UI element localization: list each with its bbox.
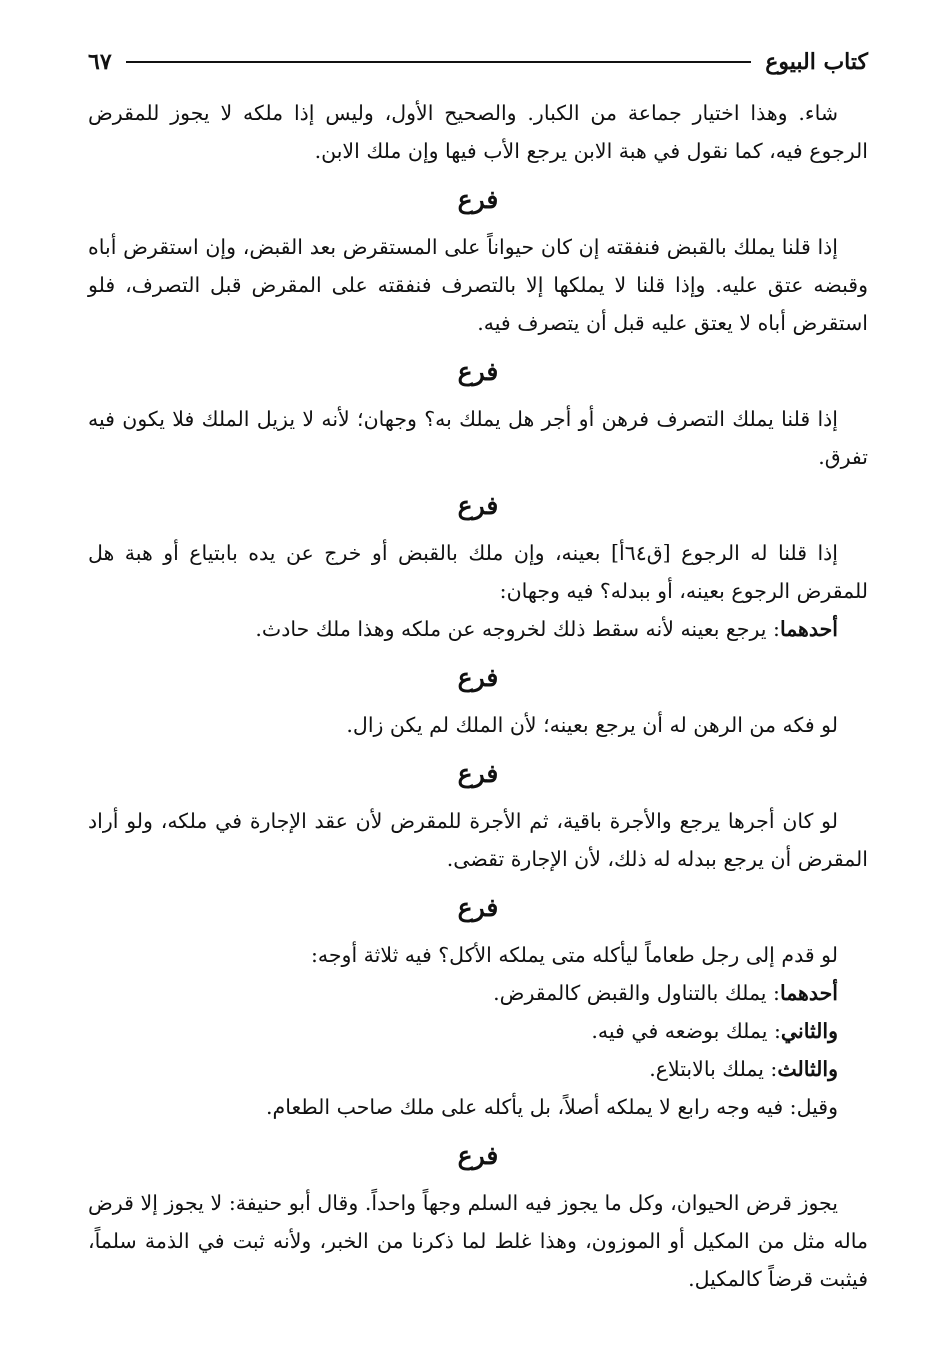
section: [88, 1136, 868, 1298]
paragraph: وقيل: فيه وجه رابع لا يملكه أصلاً، بل يأكله على ملك صاحب الطعام.: [266, 1095, 838, 1119]
list-item: [88, 1050, 868, 1088]
item-text: : يملك بالابتلاع.: [649, 1057, 778, 1081]
intro-paragraph: شاء. وهذا اختيار جماعة من الكبار. والصحيح الأول، وليس إذا ملكه لا يجوز للمقرض الرجوع فيه، كما نقول في هبة الابن يرجع الأب فيها وإن ملك الابن.: [88, 101, 868, 163]
section-title: فرع: [457, 185, 499, 214]
list-item: [88, 1012, 868, 1050]
page-number: ٦٧: [88, 49, 112, 75]
section-title: فرع: [457, 491, 499, 520]
item-text: : يرجع بعينه لأنه سقط ذلك لخروجه عن ملكه وهذا ملك حادث.: [255, 617, 780, 641]
section-title: فرع: [457, 1141, 499, 1170]
paragraph: إذا قلنا يملك بالقبض فنفقته إن كان حيواناً على المستقرض بعد القبض، وإن استقرض أباه وقبضه عتق عليه. وإذا قلنا لا يملكها إلا بالتصرف فنفقته على المقرض قبل التصرف، فلو استقرض أباه لا يعتق عليه قبل أن يتصرف فيه.: [88, 235, 868, 335]
item-text: : يملك بالتناول والقبض كالمقرض.: [493, 981, 780, 1005]
section: [88, 658, 868, 744]
section: [88, 888, 868, 1126]
section-title: فرع: [457, 759, 499, 788]
paragraph: لو فكه من الرهن له أن يرجع بعينه؛ لأن الملك لم يكن زال.: [346, 713, 838, 737]
paragraph: يجوز قرض الحيوان، وكل ما يجوز فيه السلم وجهاً واحداً. وقال أبو حنيفة: لا يجوز إلا قرض ماله مثل من المكيل أو الموزون، وهذا غلط لما ذكرنا من الخبر، ولأنه ثبت في الذمة سلماً، فيثبت قرضاً كالمكيل.: [88, 1191, 868, 1291]
section-title: فرع: [457, 663, 499, 692]
item-term: أحدهما: [779, 981, 838, 1005]
list-item: [88, 610, 868, 648]
list-item: [88, 974, 868, 1012]
paragraph: إذا قلنا يملك التصرف فرهن أو أجر هل يملك به؟ وجهان؛ لأنه لا يزيل الملك فلا يكون فيه تفرق.: [88, 407, 868, 469]
paragraph: لو قدم إلى رجل طعاماً ليأكله متى يملكه الأكل؟ فيه ثلاثة أوجه:: [310, 943, 838, 967]
paragraph: إذا قلنا له الرجوع [ق٦٤أ] بعينه، وإن ملك بالقبض أو خرج عن يده بابتياع أو هبة هل للمقرض الرجوع بعينه، أو ببدله؟ فيه وجهان:: [88, 541, 868, 603]
page-header: [88, 40, 868, 84]
section-title: فرع: [457, 893, 499, 922]
item-term: أحدهما: [779, 617, 838, 641]
header-rule: [126, 61, 752, 63]
book-page: [88, 40, 868, 1298]
section-title: فرع: [457, 357, 499, 386]
paragraph: لو كان أجرها يرجع والأجرة باقية، ثم الأجرة للمقرض لأن عقد الإجارة في ملكه، ولو أراد المقرض أن يرجع ببدله له ذلك، لأن الإجارة تقضى.: [88, 809, 868, 871]
item-term: والثالث: [777, 1057, 838, 1081]
section: [88, 486, 868, 648]
section: [88, 352, 868, 476]
running-title: كتاب البيوع: [765, 49, 868, 75]
section: [88, 754, 868, 878]
section: [88, 180, 868, 342]
item-term: والثاني: [780, 1019, 838, 1043]
item-text: : يملك بوضعه في فيه.: [591, 1019, 781, 1043]
